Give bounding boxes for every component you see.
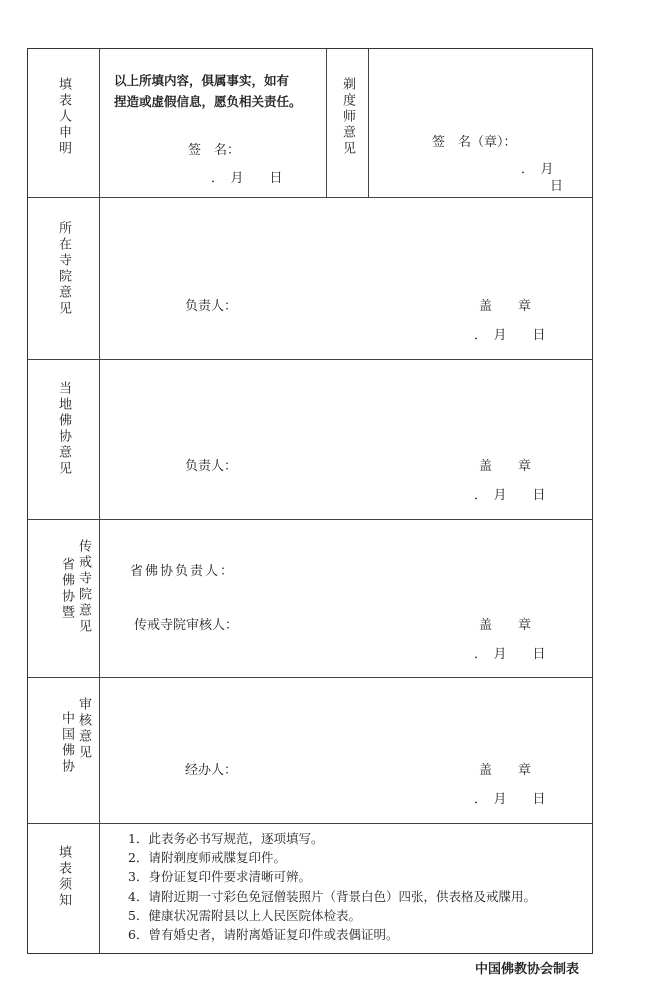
provincial-seal-label: 盖 章: [479, 618, 532, 633]
instruction-item: 1．此表务必书写规范，逐项填写。: [128, 831, 324, 846]
column-divider: [326, 49, 327, 197]
national-date: ． 月 日: [474, 792, 546, 807]
column-divider: [368, 49, 369, 197]
tonsure-master-opinion-label: 剃度师意见: [340, 77, 355, 157]
instruction-item: 4．请附近期一寸彩色免冠僧装照片（背景白色）四张，供表格及戒牒用。: [128, 888, 536, 904]
temple-seal-label: 盖 章: [479, 299, 532, 314]
tonsure-master-signature-label: 签 名（章）：: [432, 135, 517, 150]
applicant-date: ． 月 日: [211, 171, 283, 186]
ordination-form-table: [27, 48, 593, 954]
instruction-item: 3．身份证复印件要求清晰可辨。: [128, 869, 311, 885]
national-seal-label: 盖 章: [479, 763, 532, 778]
form-issuer-footer: 中国佛教协会制表: [474, 962, 579, 977]
instruction-item: 2．请附剃度师戒牒复印件。: [128, 850, 286, 866]
applicant-declaration-label: 填表人申明: [56, 77, 71, 157]
row-divider: [28, 197, 592, 198]
provincial-date: ． 月 日: [474, 647, 546, 662]
local-association-date: ． 月 日: [474, 488, 546, 503]
tonsure-master-date-month: ． 月: [521, 162, 554, 177]
temple-responsible-label: 负责人：: [185, 299, 238, 314]
row-divider: [28, 519, 592, 520]
national-review-label-col1: 中国佛协: [59, 711, 74, 775]
declaration-statement-line2: 捏造或虚假信息，愿负相关责任。: [114, 94, 302, 109]
temple-opinion-label: 所在寺院意见: [56, 221, 71, 317]
instructions-list: [128, 829, 536, 944]
ordination-temple-reviewer-label: 传戒寺院审核人：: [134, 618, 239, 633]
provincial-opinion-label-col1: 省佛协暨: [59, 557, 74, 621]
local-association-seal-label: 盖 章: [479, 459, 532, 474]
row-divider: [28, 823, 592, 824]
provincial-association-responsible-label: 省佛协负责人：: [130, 564, 236, 579]
national-review-label-col2: 审核意见: [76, 697, 91, 761]
instruction-item: 5．健康状况需附县以上人民医院体检表。: [128, 907, 361, 923]
local-association-responsible-label: 负责人：: [185, 459, 238, 474]
tonsure-master-date-day: 日: [550, 179, 564, 194]
declaration-statement-line1: 以上所填内容，俱属事实，如有: [114, 73, 290, 88]
row-divider: [28, 359, 592, 360]
local-association-opinion-label: 当地佛协意见: [56, 381, 71, 477]
row-divider: [28, 677, 592, 678]
national-handler-label: 经办人：: [185, 763, 238, 778]
applicant-signature-label: 签 名：: [188, 143, 241, 158]
temple-date: ． 月 日: [474, 328, 546, 343]
label-column-divider: [99, 49, 100, 953]
instruction-item: 6．曾有婚史者，请附离婚证复印件或表偶证明。: [128, 927, 399, 943]
provincial-opinion-label-col2: 传戒寺院意见: [76, 539, 91, 635]
instructions-label: 填表须知: [56, 845, 71, 909]
